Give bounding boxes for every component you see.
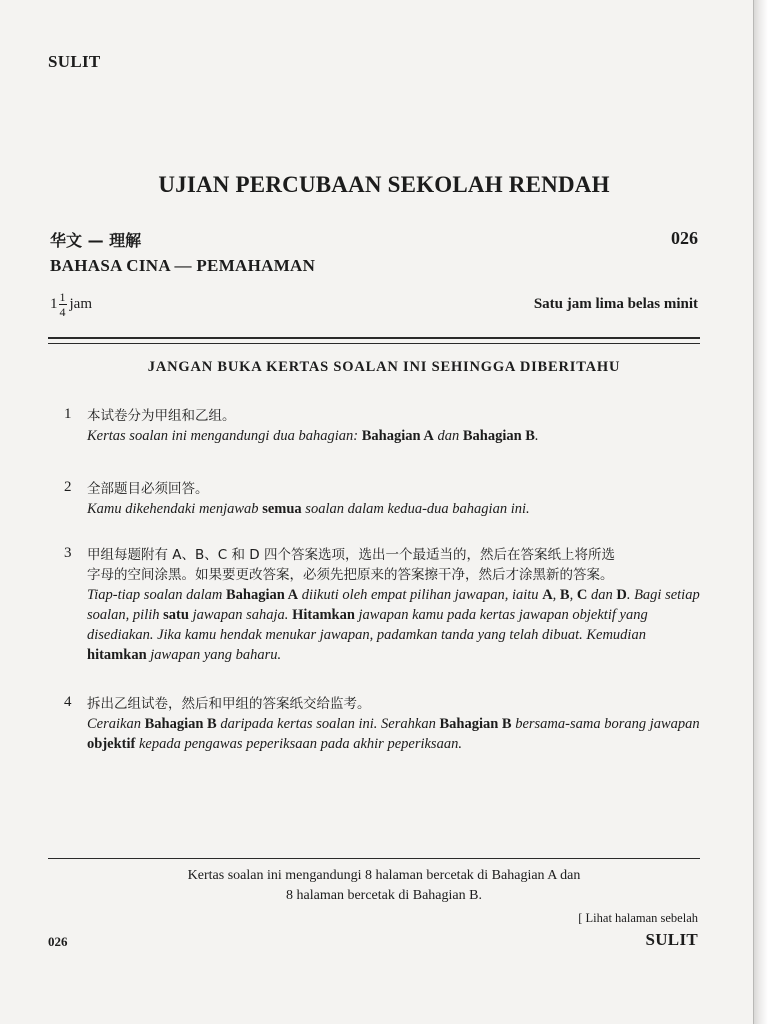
footer-note-line2: 8 halaman bercetak di Bahagian B. (286, 888, 482, 903)
instruction-chinese-line1: 甲组每题附有 A、B、C 和 D 四个答案选项，选出一个最适当的，然后在答案纸上将所选 (87, 547, 615, 563)
paper-code-top: 026 (671, 228, 698, 248)
duration-text: Satu jam lima belas minit (533, 296, 698, 312)
instruction-malay: Ceraikan Bahagian B daripada kertas soalan ini. Serahkan Bahagian B bersama-sama borang jawapan objektif kepada pengawas peperiksaan pada akhir peperiksaan. (87, 716, 700, 752)
paper-code-bottom: 026 (48, 934, 68, 949)
sulit-label-bottom: SULIT (645, 930, 698, 949)
sulit-label-top: SULIT (48, 52, 101, 71)
instruction-chinese: 拆出乙组试卷，然后和甲组的答案纸交给监考。 (87, 696, 371, 712)
warning-notice: JANGAN BUKA KERTAS SOALAN INI SEHINGGA DIBERITAHU (147, 359, 621, 375)
instruction-chinese: 全部题目必须回答。 (87, 481, 209, 497)
footer-note-line1: Kertas soalan ini mengandungi 8 halaman bercetak di Bahagian A dan (187, 868, 581, 883)
instruction-number: 4 (64, 694, 72, 710)
duration-fraction (50, 291, 92, 318)
instruction-item-4 (64, 694, 704, 754)
instruction-item-2 (64, 479, 704, 519)
subject-chinese: 华文 — 理解 (50, 231, 142, 250)
footer-note (0, 866, 768, 906)
instruction-malay: Kamu dikehendaki menjawab semua soalan dalam kedua-dua bahagian ini. (87, 501, 530, 517)
duration-whole: 1 (50, 296, 58, 312)
fraction-denominator: 4 (59, 305, 66, 319)
instruction-malay: Tiap-tiap soalan dalam Bahagian A diikuti oleh empat pilihan jawapan, iaitu A, B, C dan D. Bagi setiap soalan, pilih satu jawapan sahaja. Hitamkan jawapan kamu pada kertas jawapan objektif yang disediakan. Jika kamu hendak menukar jawapan, padamkan tanda yang telah dibuat. Kemudian hitamkan jawapan yang baharu. (87, 587, 700, 663)
footer-rule (48, 858, 700, 859)
fraction (59, 291, 67, 318)
instruction-malay: Kertas soalan ini mengandungi dua bahagian: Bahagian A dan Bahagian B. (87, 428, 539, 444)
instruction-number: 1 (64, 406, 72, 422)
fraction-numerator: 1 (59, 290, 66, 304)
duration-unit: jam (69, 296, 92, 312)
subject-malay: BAHASA CINA — PEMAHAMAN (50, 256, 316, 275)
instruction-number: 3 (64, 545, 72, 561)
instruction-item-1 (64, 406, 704, 446)
exam-title: UJIAN PERCUBAAN SEKOLAH RENDAH (158, 172, 610, 197)
instruction-item-3 (64, 545, 704, 665)
instruction-number: 2 (64, 479, 72, 495)
next-page-note: [ Lihat halaman sebelah (578, 911, 698, 925)
instruction-chinese-line2: 字母的空间涂黑。如果要更改答案，必须先把原来的答案擦干净，然后才涂黑新的答案。 (87, 567, 614, 583)
header-double-rule (48, 337, 700, 344)
instruction-chinese: 本试卷分为甲组和乙组。 (87, 408, 236, 424)
